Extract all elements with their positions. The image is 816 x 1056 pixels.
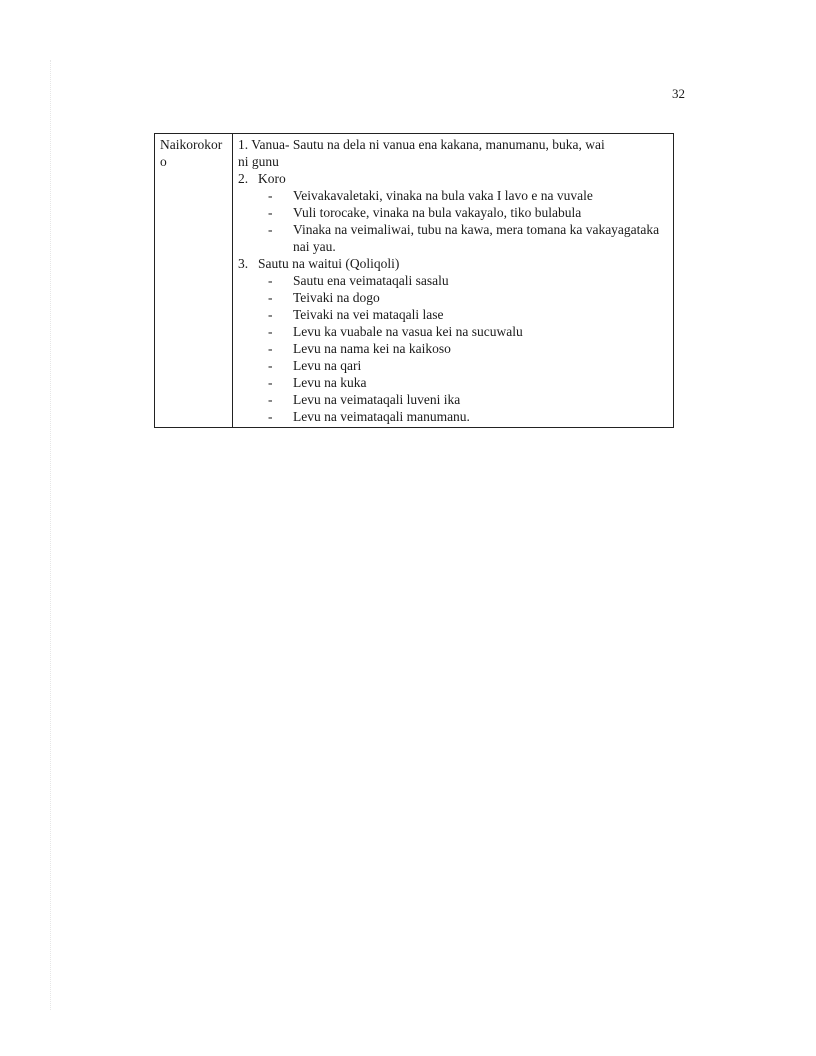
dash-bullet: - xyxy=(268,375,273,390)
list-item xyxy=(268,391,668,408)
dash-bullet: - xyxy=(268,409,273,424)
label-cell xyxy=(155,134,233,428)
row-label: Naikorokoro xyxy=(160,137,223,169)
list-item-text: Teivaki na vei mataqali lase xyxy=(293,307,444,322)
koro-list xyxy=(238,187,668,255)
list-item xyxy=(268,408,668,425)
list-item-text: Levu na qari xyxy=(293,358,362,373)
list-item xyxy=(268,221,668,255)
list-item xyxy=(268,323,668,340)
dash-bullet: - xyxy=(268,205,273,220)
list-item-text: Vinaka na veimaliwai, tubu na kawa, mera tomana ka vakayagataka nai yau. xyxy=(293,222,660,254)
section-koro-heading xyxy=(238,170,668,187)
page-number: 32 xyxy=(672,86,685,101)
list-item xyxy=(268,272,668,289)
dash-bullet: - xyxy=(268,392,273,407)
list-item xyxy=(268,340,668,357)
section-vanua-line2: ni gunu xyxy=(238,154,279,169)
dash-bullet: - xyxy=(268,273,273,288)
table-row xyxy=(155,134,674,428)
section-vanua-line1: 1. Vanua- Sautu na dela ni vanua ena kakana, manumanu, buka, wai xyxy=(238,137,605,152)
list-item xyxy=(268,289,668,306)
section-sautu xyxy=(238,255,668,425)
list-item-text: Levu ka vuabale na vasua kei na sucuwalu xyxy=(293,324,523,339)
section-koro-title: Koro xyxy=(258,171,286,186)
dash-bullet: - xyxy=(268,341,273,356)
list-item-text: Sautu ena veimataqali sasalu xyxy=(293,273,449,288)
scan-margin-artifact xyxy=(50,60,52,1010)
list-item-text: Levu na veimataqali manumanu. xyxy=(293,409,470,424)
sautu-list xyxy=(238,272,668,425)
list-item xyxy=(268,306,668,323)
section-vanua xyxy=(238,136,668,170)
dash-bullet: - xyxy=(268,290,273,305)
dash-bullet: - xyxy=(268,307,273,322)
list-item xyxy=(268,374,668,391)
section-koro xyxy=(238,170,668,255)
list-item-text: Teivaki na dogo xyxy=(293,290,380,305)
list-item-text: Vuli torocake, vinaka na bula vakayalo, tiko bulabula xyxy=(293,205,582,220)
list-item xyxy=(268,357,668,374)
list-item-text: Veivakavaletaki, vinaka na bula vaka I lavo e na vuvale xyxy=(293,188,593,203)
section-sautu-heading xyxy=(238,255,668,272)
dash-bullet: - xyxy=(268,222,273,237)
body-cell xyxy=(233,134,674,428)
list-item-text: Levu na kuka xyxy=(293,375,367,390)
dash-bullet: - xyxy=(268,358,273,373)
dash-bullet: - xyxy=(268,324,273,339)
section-sautu-title: Sautu na waitui (Qoliqoli) xyxy=(258,256,400,271)
section-koro-number: 2. xyxy=(238,171,249,186)
content-table xyxy=(154,133,674,428)
list-item-text: Levu na nama kei na kaikoso xyxy=(293,341,451,356)
list-item xyxy=(268,187,668,204)
dash-bullet: - xyxy=(268,188,273,203)
section-sautu-number: 3. xyxy=(238,256,249,271)
list-item-text: Levu na veimataqali luveni ika xyxy=(293,392,461,407)
list-item xyxy=(268,204,668,221)
